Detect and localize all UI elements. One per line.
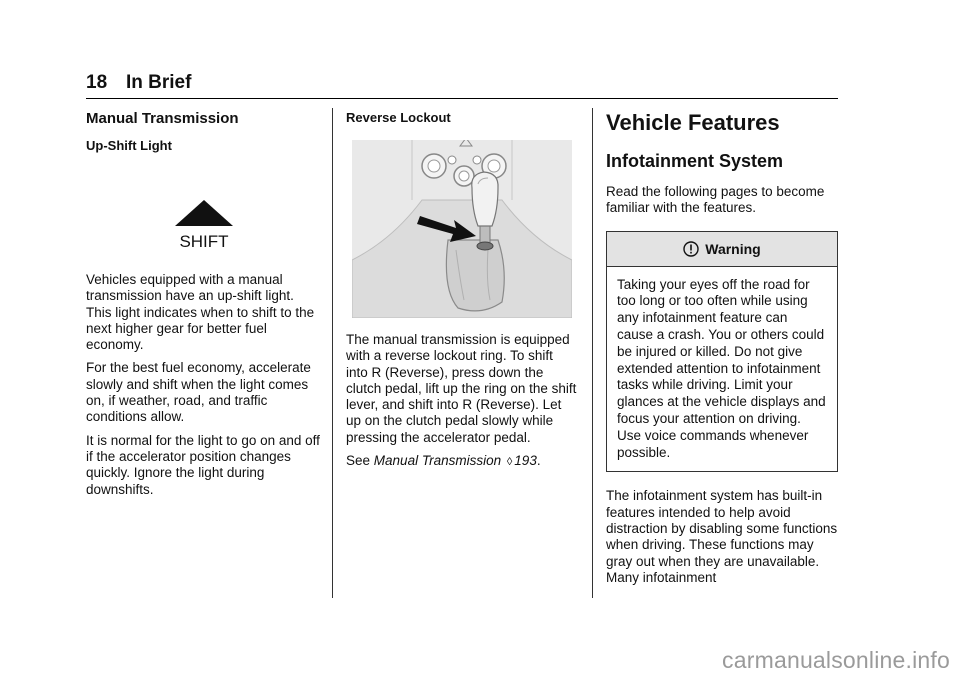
column-3 [606, 110, 838, 593]
see-suffix: . [536, 453, 541, 469]
warning-header [607, 232, 837, 267]
column-1 [86, 110, 322, 505]
page-reference-icon: ◊ [506, 456, 513, 469]
see-reference [346, 453, 578, 470]
column-divider-2 [592, 108, 593, 598]
see-page-number[interactable]: 193 [514, 453, 537, 469]
column-2 [346, 110, 578, 477]
warning-box [606, 231, 838, 473]
warning-label: Warning [705, 240, 761, 257]
see-prefix: See [346, 453, 371, 469]
shift-light-label: SHIFT [179, 232, 229, 250]
warning-body [607, 267, 837, 472]
shift-light-icon [173, 198, 235, 250]
page-number: 18 [86, 72, 108, 93]
column-divider-1 [332, 108, 333, 598]
reverse-lockout-paragraph: The manual transmission is equipped with a reverse lockout ring. To shift into R (Reverse), press down the clutch pedal, lift up the ring on the shift lever, and shift into R (Reverse). Let up on the clutch pedal slowly while pressing the accelerator pedal. [346, 332, 577, 445]
up-shift-paragraph-2: For the best fuel economy, accelerate slowly and shift when the light comes on, if weather, road, and traffic conditions allow. [86, 360, 311, 425]
warning-text: Taking your eyes off the road for too long or too often while using any infotainment feature can cause a crash. You or others could be injured or killed. Do not give extended attention to infotainment tasks while driving. Limit your glances at the vehicle displays and focus your attention on driving. Use voice commands whenever possible. [617, 276, 826, 460]
see-link-manual-transmission[interactable]: Manual Transmission [373, 453, 502, 469]
infotainment-intro: Read the following pages to become familiar with the features. [606, 184, 825, 216]
warning-icon [683, 241, 699, 257]
page-header [86, 70, 838, 99]
infotainment-paragraph: The infotainment system has built-in features intended to help avoid distraction by disabling some functions when driving. These functions may gray out when they are unavailable. Many infotainment [606, 488, 838, 585]
up-shift-paragraph-1: Vehicles equipped with a manual transmission have an up-shift light. This light indicates when to shift to the next higher gear for better fuel economy. [86, 272, 315, 353]
reverse-lockout-heading: Reverse Lockout [346, 110, 451, 125]
up-shift-light-heading: Up-Shift Light [86, 138, 172, 153]
vehicle-features-title: Vehicle Features [606, 110, 780, 135]
up-shift-paragraph-3: It is normal for the light to go on and off if the accelerator position changes quickly. Ignore the light during downshifts. [86, 432, 320, 497]
watermark: carmanualsonline.info [722, 647, 950, 673]
infotainment-system-heading: Infotainment System [606, 151, 784, 171]
reverse-lockout-illustration [352, 140, 572, 318]
page-section-title: In Brief [126, 72, 192, 93]
manual-transmission-heading: Manual Transmission [86, 110, 239, 127]
